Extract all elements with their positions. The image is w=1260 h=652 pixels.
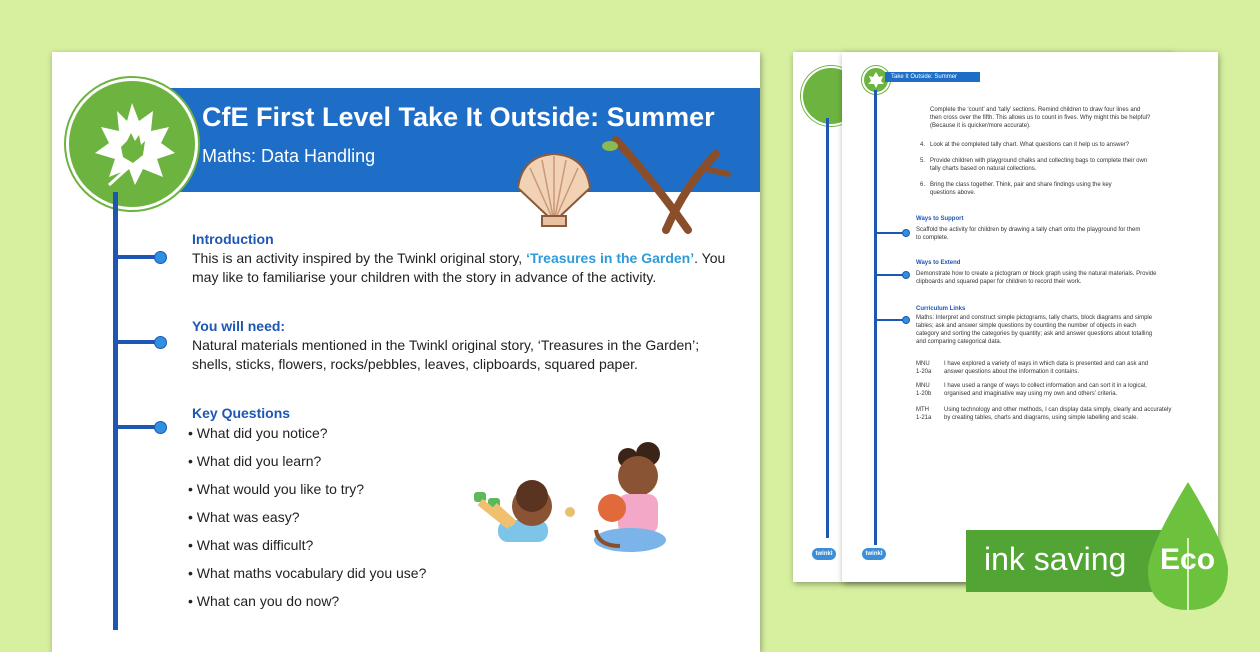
- preview-back-timeline: [826, 118, 829, 538]
- timeline-dot: [154, 251, 167, 264]
- timeline-dot: [154, 336, 167, 349]
- page-title: CfE First Level Take It Outside: Summer: [202, 102, 715, 132]
- preview-intro-line: (Because it is quicker/more accurate).: [930, 123, 1031, 129]
- preview-dot: [902, 271, 910, 279]
- needs-line: Natural materials mentioned in the Twinkl original story, ‘Treasures in the Garden’;: [192, 337, 700, 353]
- intro-text: . You: [694, 250, 726, 266]
- preview-extend-heading: Ways to Extend: [916, 260, 961, 266]
- eco-label: Eco: [1160, 543, 1216, 576]
- timeline-connector: [116, 255, 158, 259]
- preview-outcome-code: 1-20b: [916, 391, 932, 397]
- question-item: • What did you notice?: [188, 425, 328, 441]
- ink-saving-label: ink saving: [984, 541, 1127, 577]
- introduction-line: may like to familiarise your children with the story in advance of the activity.: [192, 269, 657, 285]
- question-item: • What can you do now?: [188, 593, 340, 609]
- preview-front-timeline: [874, 90, 877, 545]
- needs-line: shells, sticks, flowers, rocks/pebbles, leaves, clipboards, squared paper.: [192, 356, 638, 372]
- preview-step-num: 6.: [920, 182, 926, 188]
- introduction-heading: Introduction: [192, 231, 274, 247]
- preview-intro-line: then cross over the fifth. This allows us to count in fives. Why might this be helpful?: [930, 115, 1151, 121]
- preview-step-text: Look at the completed tally chart. What questions can it help us to answer?: [930, 142, 1130, 148]
- preview-outcome-text: I have used a range of ways to collect information and can sort it in a logical,: [944, 383, 1147, 389]
- preview-extend-line: Demonstrate how to create a pictogram or block graph using the natural materials. Provide: [916, 271, 1157, 277]
- shell-illustration: [512, 150, 596, 230]
- timeline-connector: [116, 425, 158, 429]
- preview-support-heading: Ways to Support: [916, 216, 964, 222]
- leaf-hand-icon: [69, 81, 195, 207]
- preview-outcome-text: I have explored a variety of ways in which data is presented and can ask and: [944, 361, 1149, 367]
- preview-curriculum-line: category and sorting the categories by quantity; ask and answer questions about totalling: [916, 331, 1153, 337]
- preview-back-twinkl-logo: twinkl: [812, 548, 836, 560]
- preview-curriculum-line: tables; ask and answer simple questions by counting the number of objects in each: [916, 323, 1137, 329]
- preview-step-text: tally charts based on natural collections.: [930, 166, 1037, 172]
- timeline-dot: [154, 421, 167, 434]
- preview-curriculum-line: Maths: Interpret and construct simple pictograms, tally charts, block diagrams and simple: [916, 315, 1153, 321]
- preview-extend-line: clipboards and squared paper for children to record their work.: [916, 279, 1082, 285]
- question-item: • What would you like to try?: [188, 481, 365, 497]
- preview-outcome-code: 1-20a: [916, 369, 932, 375]
- timeline-connector: [116, 340, 158, 344]
- leaf-logo: [66, 78, 198, 210]
- you-will-need-heading: You will need:: [192, 318, 286, 334]
- preview-dot: [902, 316, 910, 324]
- preview-outcome-text: Using technology and other methods, I can display data simply, clearly and accurately: [944, 407, 1172, 413]
- preview-outcome-code: MTH: [916, 407, 929, 413]
- preview-step-text: Bring the class together. Think, pair and share findings using the key: [930, 182, 1112, 188]
- preview-intro-line: Complete the ‘count’ and ‘tally’ sections. Remind children to draw four lines and: [930, 107, 1141, 113]
- preview-dot: [902, 229, 910, 237]
- preview-support-line: to complete.: [916, 235, 949, 241]
- page-subtitle: Maths: Data Handling: [202, 146, 376, 166]
- key-questions-heading: Key Questions: [192, 405, 291, 421]
- preview-outcome-text: by creating tables, charts and diagrams, using simple labelling and scale.: [944, 415, 1139, 421]
- preview-step-num: 4.: [920, 142, 926, 148]
- question-item: • What was easy?: [188, 509, 300, 525]
- story-title: ‘Treasures in the Garden’: [526, 250, 695, 266]
- preview-step-text: Provide children with playground chalks and collecting bags to complete their own: [930, 158, 1148, 164]
- question-item: • What did you learn?: [188, 453, 322, 469]
- preview-front-twinkl-logo: twinkl: [862, 548, 886, 560]
- question-item: • What maths vocabulary did you use?: [188, 565, 427, 581]
- preview-support-line: Scaffold the activity for children by drawing a tally chart onto the playground for them: [916, 227, 1141, 233]
- preview-outcome-code: MNU: [916, 383, 930, 389]
- preview-outcome-code: 1-21a: [916, 415, 932, 421]
- sticks-illustration: [596, 134, 736, 234]
- preview-curriculum-heading: Curriculum Links: [916, 306, 966, 312]
- preview-step-text: questions above.: [930, 190, 976, 196]
- introduction-line: [192, 248, 725, 268]
- children-illustration: [470, 436, 690, 556]
- intro-text: This is an activity inspired by the Twinkl original story,: [192, 250, 527, 266]
- preview-step-num: 5.: [920, 158, 926, 164]
- preview-banner: Take It Outside: Summer: [885, 72, 980, 82]
- preview-outcome-code: MNU: [916, 361, 930, 367]
- preview-outcome-text: answer questions about the information it contains.: [944, 369, 1080, 375]
- preview-outcome-text: organised and imaginative way using my own and others’ criteria.: [944, 391, 1118, 397]
- question-item: • What was difficult?: [188, 537, 314, 553]
- preview-curriculum-line: and comparing categorical data.: [916, 339, 1002, 345]
